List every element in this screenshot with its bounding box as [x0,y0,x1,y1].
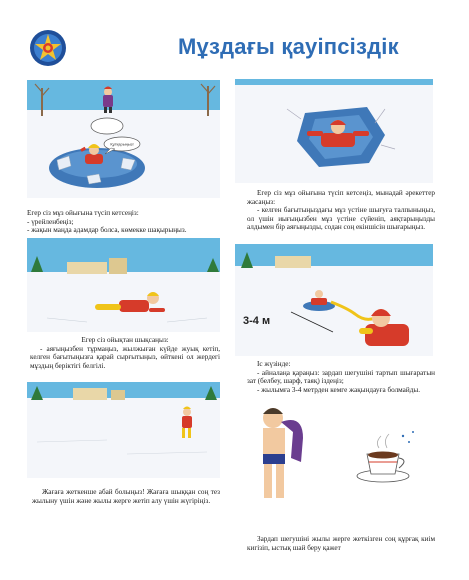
caption-in-practice [247,360,435,394]
panel-fall-in-ice [27,80,220,198]
speech-bubble-text: Құтқарыңыз! [110,141,134,147]
caption-line: Егер сіз мұз ойығына түсіп кетсеңіз, мынадай әрекеттер жасаңыз: [247,189,435,206]
panel-running-shore [27,382,220,478]
caption-line: Егер сіз ойықтан шықсаңыз: [81,336,169,344]
panel-crawling [27,238,220,332]
panel-rescue-scarf [235,244,433,356]
caption-line: - аяғыңызбен тұрмаңыз, жылжыған күйде жуық кетіп, келген бағытыңызға қарай сырғытыңыз, өйткені ол жердегі мұздың беріктігі белгілі. [30,344,220,370]
caption-line: - келген бағытыңыздағы мұз үстіне шығуға талпыныңыз, ол үшін иығыңызбен мұз үстіне сүйеніп, аяқтарыңызды алдымен бір аяғыңызды, содан соң екіншісін шығарыңыз. [247,206,435,232]
page-title: Мұздағы қауіпсіздік [178,34,399,59]
caption-actions [247,189,435,232]
caption-got-out [30,336,220,370]
caption-shore [32,488,220,505]
caption-line: Жағаға жеткенше абай болыңыз! Жағаға шыққан соң тез жылыну үшін және жылы жерге жетіп алу үшін жүгіріңіз. [32,488,220,505]
caption-line: - айналаңа қараңыз: зардап шегушіні тартып шығаратын зат (белбеу, шарф, таяқ) іздеңіз; [247,368,435,386]
caption-line: - жылымға 3-4 метрден кемге жақындауға болмайды. [257,385,421,394]
empty-bubble [91,118,123,134]
caption-line: - жақын маңда адамдар болса, көмекке шақырыңыз. [27,226,187,235]
police-emblem-icon [28,28,68,68]
caption-line: Іс жүзінде: [257,360,291,368]
caption-line: Егер сіз мұз ойығына түсіп кетсеңіз: [27,209,139,217]
caption-line: - үрейленбеңіз; [27,217,74,226]
distance-label: 3-4 м [243,315,271,327]
panel-in-water [235,79,433,183]
caption-line: Зардап шегушіні жылы жерге жеткізген соң құрғақ киім кигізіп, ыстық шай беру қажет [247,535,435,552]
caption-warm-up [247,535,435,552]
caption-fall-in [27,209,227,235]
panel-warm-up [243,398,433,510]
